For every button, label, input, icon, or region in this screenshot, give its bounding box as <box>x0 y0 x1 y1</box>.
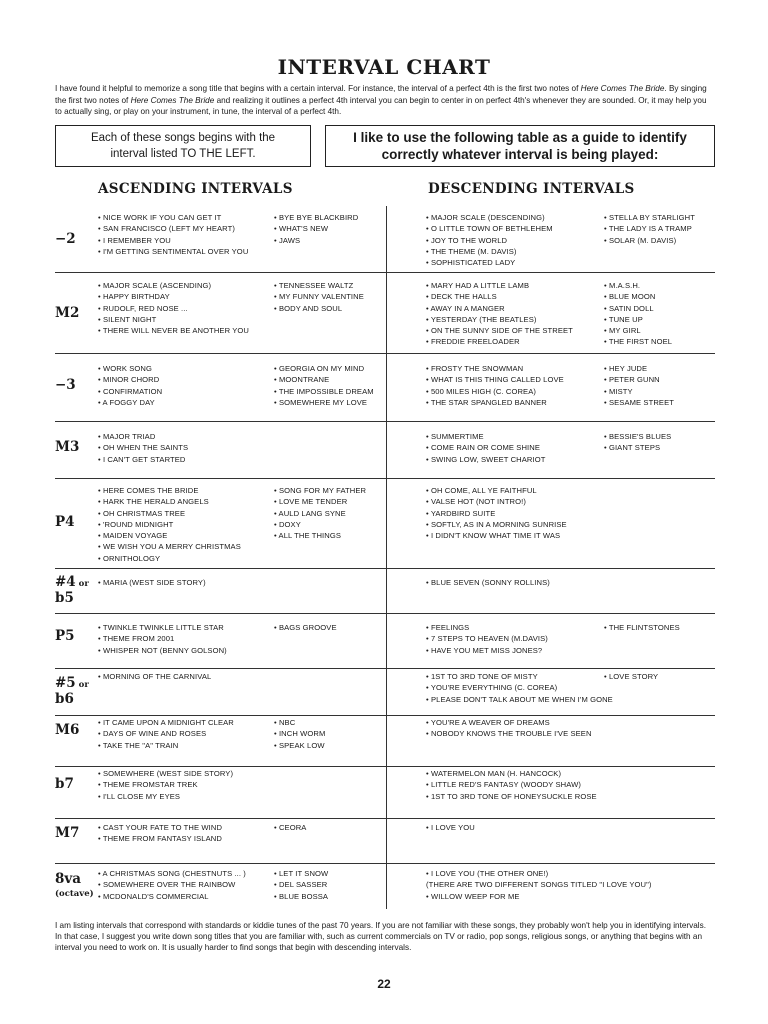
song-title: • ON THE SUNNY SIDE OF THE STREET <box>426 326 573 336</box>
song-title: • TUNE UP <box>604 314 643 324</box>
interval-row <box>55 819 715 864</box>
ascending-songs-col-2 <box>274 212 358 246</box>
song-title: • TAKE THE "A" TRAIN <box>98 740 179 750</box>
song-title: • WATERMELON MAN (H. HANCOCK) <box>426 769 562 778</box>
left-note-line-2: interval listed TO THE LEFT. <box>110 148 256 160</box>
ascending-songs-col-2 <box>274 717 325 751</box>
song-title: • HEY JUDE <box>604 364 648 373</box>
song-title: • STELLA BY STARLIGHT <box>604 213 695 222</box>
song-title: • DECK THE HALLS <box>426 292 497 302</box>
song-title: • THE FLINTSTONES <box>604 623 680 632</box>
interval-row <box>55 206 715 273</box>
song-title: • 1ST TO 3RD TONE OF MISTY <box>426 672 538 681</box>
descending-songs-col-2 <box>604 622 680 633</box>
descending-header: DESCENDING INTERVALS <box>428 181 635 197</box>
ascending-songs-col-1 <box>98 868 246 902</box>
intro-song-title-2: Here Comes The Bride <box>130 95 215 105</box>
ascending-songs-col-2 <box>274 280 364 314</box>
song-title: • DEL SASSER <box>274 880 328 890</box>
interval-row <box>55 767 715 819</box>
song-title: • SONG FOR MY FATHER <box>274 486 367 495</box>
interval-row <box>55 354 715 422</box>
interval-row <box>55 669 715 716</box>
song-title: • BAGS GROOVE <box>274 623 337 632</box>
interval-symbol: M7 <box>55 825 80 841</box>
song-title: • O LITTLE TOWN OF BETHLEHEM <box>426 224 553 234</box>
descending-songs-col-1 <box>426 577 550 588</box>
song-title: • SOLAR (M. DAVIS) <box>604 235 677 245</box>
song-title: • NOBODY KNOWS THE TROUBLE I'VE SEEN <box>426 729 592 739</box>
song-title: • THEME FROM FANTASY ISLAND <box>98 834 222 844</box>
interval-symbol-alt: b6 <box>55 691 74 707</box>
interval-symbol: M2 <box>55 305 80 321</box>
interval-label <box>55 777 97 791</box>
interval-label <box>55 440 97 454</box>
song-title: • YOU'RE A WEAVER OF DREAMS <box>426 718 550 727</box>
ascending-songs-col-2 <box>274 485 366 541</box>
ascending-songs-col-2 <box>274 363 374 408</box>
descending-songs-col-1 <box>426 212 553 268</box>
song-title: • NICE WORK IF YOU CAN GET IT <box>98 213 222 222</box>
song-title: • WILLOW WEEP FOR ME <box>426 891 520 901</box>
song-title: • LET IT SNOW <box>274 869 329 878</box>
song-title: • HARK THE HERALD ANGELS <box>98 497 209 507</box>
interval-symbol: #4 <box>55 574 76 590</box>
intro-paragraph <box>55 83 715 118</box>
interval-label <box>55 515 97 529</box>
song-title: • PLEASE DON'T TALK ABOUT ME WHEN I'M GONE <box>426 694 613 704</box>
song-title: • I'M GETTING SENTIMENTAL OVER YOU <box>98 246 249 256</box>
song-title: • DOXY <box>274 519 301 529</box>
song-title: • JOY TO THE WORLD <box>426 235 508 245</box>
song-title: • IT CAME UPON A MIDNIGHT CLEAR <box>98 718 234 727</box>
song-title: • I DIDN'T KNOW WHAT TIME IT WAS <box>426 531 561 541</box>
ascending-songs-col-1 <box>98 671 211 682</box>
song-title: • OH COME, ALL YE FAITHFUL <box>426 486 537 495</box>
interval-table <box>55 206 715 909</box>
song-title: • JAWS <box>274 235 301 245</box>
ascending-header: ASCENDING INTERVALS <box>98 181 293 197</box>
song-title: • HAVE YOU MET MISS JONES? <box>426 645 543 655</box>
ascending-songs-col-2 <box>274 622 337 633</box>
interval-label <box>55 629 97 643</box>
song-title: • THE IMPOSSIBLE DREAM <box>274 386 374 396</box>
song-title: • I CAN'T GET STARTED <box>98 454 186 464</box>
interval-symbol: b7 <box>55 776 74 792</box>
song-title: • INCH WORM <box>274 729 326 739</box>
song-title: • I LOVE YOU (THE OTHER ONE!) <box>426 869 549 878</box>
song-title: • THE STAR SPANGLED BANNER <box>426 397 547 407</box>
descending-songs-col-1 <box>426 622 548 656</box>
song-title: • MINOR CHORD <box>98 375 160 385</box>
song-title: • FREDDIE FREELOADER <box>426 337 520 347</box>
song-title: • MARIA (WEST SIDE STORY) <box>98 578 206 587</box>
song-title: • LOVE STORY <box>604 672 659 681</box>
interval-or: or <box>75 680 89 690</box>
interval-row <box>55 479 715 569</box>
song-title: • VALSE HOT (NOT INTRO!) <box>426 497 526 507</box>
interval-label <box>55 378 97 392</box>
descending-songs-col-1 <box>426 280 573 348</box>
interval-row <box>55 273 715 354</box>
descending-songs-col-1 <box>426 868 652 902</box>
song-title: • NBC <box>274 718 296 727</box>
song-title: • PETER GUNN <box>604 375 660 385</box>
descending-songs-col-1 <box>426 485 567 541</box>
interval-label <box>55 676 97 706</box>
song-title: (THERE ARE TWO DIFFERENT SONGS TITLED "I LOVE YOU") <box>426 880 652 890</box>
song-title: • RUDOLF, RED NOSE ... <box>98 303 188 313</box>
interval-label <box>55 826 97 840</box>
interval-symbol: −2 <box>55 231 76 247</box>
song-title: • HERE COMES THE BRIDE <box>98 486 199 495</box>
interval-label <box>55 306 97 320</box>
song-title: • MARY HAD A LITTLE LAMB <box>426 281 530 290</box>
song-title: • LOVE ME TENDER <box>274 497 348 507</box>
song-title: • 500 MILES HIGH (C. COREA) <box>426 386 537 396</box>
song-title: • MY GIRL <box>604 326 641 336</box>
intro-text-2: . By singing the first two notes of <box>55 84 707 105</box>
song-title: • SOMEWHERE (WEST SIDE STORY) <box>98 769 234 778</box>
ascending-songs-col-1 <box>98 280 249 336</box>
ascending-songs-col-1 <box>98 768 233 802</box>
song-title: • BLUE SEVEN (SONNY ROLLINS) <box>426 578 550 587</box>
song-title: • M.A.S.H. <box>604 281 641 290</box>
song-title: • ALL THE THINGS <box>274 531 341 541</box>
interval-symbol: −3 <box>55 377 76 393</box>
right-note-line-2: correctly whatever interval is being played: <box>381 147 659 162</box>
song-title: • 1ST TO 3RD TONE OF HONEYSUCKLE ROSE <box>426 791 597 801</box>
interval-or: or <box>75 579 89 589</box>
song-title: • MAJOR TRIAD <box>98 432 156 441</box>
song-title: • WHAT IS THIS THING CALLED LOVE <box>426 375 564 385</box>
ascending-songs-col-1 <box>98 212 248 257</box>
song-title: • MORNING OF THE CARNIVAL <box>98 672 212 681</box>
song-title: • CEORA <box>274 823 307 832</box>
descending-songs-col-1 <box>426 671 613 705</box>
ascending-songs-col-1 <box>98 431 188 465</box>
song-title: • THEME FROMSTAR TREK <box>98 780 198 790</box>
song-title: • BYE BYE BLACKBIRD <box>274 213 359 222</box>
song-title: • OH CHRISTMAS TREE <box>98 508 186 518</box>
ascending-songs-col-1 <box>98 717 234 751</box>
song-title: • I REMEMBER YOU <box>98 235 171 245</box>
song-title: • GEORGIA ON MY MIND <box>274 364 365 373</box>
song-title: • SATIN DOLL <box>604 303 654 313</box>
interval-symbol: 8va <box>55 871 81 887</box>
song-title: • SWING LOW, SWEET CHARIOT <box>426 454 546 464</box>
descending-songs-col-1 <box>426 768 597 802</box>
song-title: • ORNITHOLOGY <box>98 553 161 563</box>
song-title: • THE THEME (M. DAVIS) <box>426 246 517 256</box>
page-number: 22 <box>377 977 391 991</box>
ascending-songs-col-1 <box>98 577 206 588</box>
song-title: • DAYS OF WINE AND ROSES <box>98 729 207 739</box>
song-title: • BLUE MOON <box>604 292 656 302</box>
song-title: • WHAT'S NEW <box>274 224 329 234</box>
song-title: • SOPHISTICATED LADY <box>426 258 516 268</box>
song-title: • BODY AND SOUL <box>274 303 343 313</box>
interval-symbol-alt: b5 <box>55 590 74 606</box>
song-title: • WHISPER NOT (BENNY GOLSON) <box>98 645 227 655</box>
song-title: • HAPPY BIRTHDAY <box>98 292 170 302</box>
song-title: • YOU'RE EVERYTHING (C. COREA) <box>426 683 558 693</box>
song-title: • SPEAK LOW <box>274 740 325 750</box>
song-title: • SOMEWHERE OVER THE RAINBOW <box>98 880 236 890</box>
descending-songs-col-2 <box>604 363 674 408</box>
song-title: • FROSTY THE SNOWMAN <box>426 364 524 373</box>
ascending-songs-col-1 <box>98 822 222 845</box>
song-title: • 'ROUND MIDNIGHT <box>98 519 174 529</box>
interval-row <box>55 614 715 669</box>
song-title: • AWAY IN A MANGER <box>426 303 505 313</box>
descending-songs-col-2 <box>604 431 671 454</box>
interval-label <box>55 575 97 605</box>
song-title: • SUMMERTIME <box>426 432 484 441</box>
song-title: • COME RAIN OR COME SHINE <box>426 443 541 453</box>
interval-row <box>55 569 715 614</box>
interval-symbol: P4 <box>55 514 75 530</box>
descending-songs-col-1 <box>426 363 564 408</box>
interval-row <box>55 864 715 909</box>
song-title: • MAJOR SCALE (DESCENDING) <box>426 213 545 222</box>
closing-paragraph: I am listing intervals that correspond with standards or kiddie tunes of the past 70 years. If you are not familiar with these songs, they probably won't help you in identifying intervals. In that case, I suggest you write down song titles that you are familiar with, such as current commercials on TV or radio, pop songs, religious songs, or anything that begins with an interval you need to work on. It is usually harder to find songs that begin with descending intervals. <box>55 921 706 953</box>
song-title: • MCDONALD'S COMMERCIAL <box>98 891 209 901</box>
page-title: INTERVAL CHART <box>277 55 491 79</box>
song-title: • THE LADY IS A TRAMP <box>604 224 692 234</box>
song-title: • SILENT NIGHT <box>98 314 157 324</box>
song-title: • TENNESSEE WALTZ <box>274 281 354 290</box>
interval-sub: (octave) <box>55 889 94 899</box>
interval-symbol: M3 <box>55 439 80 455</box>
ascending-songs-col-1 <box>98 622 227 656</box>
song-title: • A CHRISTMAS SONG (CHESTNUTS ... ) <box>98 869 246 878</box>
ascending-songs-col-1 <box>98 363 162 408</box>
song-title: • YESTERDAY (THE BEATLES) <box>426 314 537 324</box>
right-note-line-1: I like to use the following table as a guide to identify <box>353 130 687 145</box>
song-title: • MISTY <box>604 386 633 396</box>
song-title: • 7 STEPS TO HEAVEN (M.DAVIS) <box>426 634 548 644</box>
song-title: • I LOVE YOU <box>426 823 475 832</box>
song-title: • OH WHEN THE SAINTS <box>98 443 189 453</box>
interval-label <box>55 232 97 246</box>
song-title: • THEME FROM 2001 <box>98 634 175 644</box>
song-title: • WORK SONG <box>98 364 152 373</box>
song-title: • THE FIRST NOEL <box>604 337 673 347</box>
interval-row <box>55 422 715 479</box>
song-title: • CONFIRMATION <box>98 386 163 396</box>
song-title: • AULD LANG SYNE <box>274 508 346 518</box>
descending-songs-col-2 <box>604 671 658 682</box>
ascending-songs-col-1 <box>98 485 241 564</box>
descending-songs-col-2 <box>604 280 672 348</box>
song-title: • I'LL CLOSE MY EYES <box>98 791 181 801</box>
song-title: • BESSIE'S BLUES <box>604 432 672 441</box>
descending-songs-col-1 <box>426 431 545 465</box>
intro-song-title-1: Here Comes The Bride <box>580 84 665 93</box>
song-title: • MY FUNNY VALENTINE <box>274 292 364 302</box>
descending-songs-col-2 <box>604 212 695 246</box>
song-title: • SAN FRANCISCO (LEFT MY HEART) <box>98 224 235 234</box>
interval-symbol: #5 <box>55 675 76 691</box>
interval-label <box>55 723 97 737</box>
descending-songs-col-1 <box>426 822 475 833</box>
left-note-line-1: Each of these songs begins with the <box>90 132 276 144</box>
song-title: • BLUE BOSSA <box>274 891 329 901</box>
ascending-songs-col-2 <box>274 822 306 833</box>
song-title: • MAJOR SCALE (ASCENDING) <box>98 281 212 290</box>
interval-symbol: M6 <box>55 722 80 738</box>
interval-label <box>55 872 97 901</box>
intro-text-1: I have found it helpful to memorize a song title that begins with a certain interval. For instance, the interval of a perfect 4th is the first two notes of <box>55 84 579 93</box>
song-title: • SOMEWHERE MY LOVE <box>274 397 368 407</box>
song-title: • MOONTRANE <box>274 375 330 385</box>
song-title: • WE WISH YOU A MERRY CHRISTMAS <box>98 542 241 552</box>
song-title: • FEELINGS <box>426 623 470 632</box>
song-title: • SOFTLY, AS IN A MORNING SUNRISE <box>426 519 567 529</box>
right-note-box <box>325 125 715 167</box>
song-title: • GIANT STEPS <box>604 443 661 453</box>
left-note-box <box>55 125 311 167</box>
song-title: • YARDBIRD SUITE <box>426 508 496 518</box>
song-title: • CAST YOUR FATE TO THE WIND <box>98 823 223 832</box>
song-title: • THERE WILL NEVER BE ANOTHER YOU <box>98 326 249 336</box>
song-title: • A FOGGY DAY <box>98 397 155 407</box>
ascending-songs-col-2 <box>274 868 328 902</box>
intro-text-3: and realizing it outlines a perfect 4th interval you can begin to center in on perfect 4th's whenever they are sounded. Or, it may help you to actually sing, or play on your instrument, in tune, the interval of a perfect 4th. <box>55 95 707 117</box>
song-title: • SESAME STREET <box>604 397 674 407</box>
interval-symbol: P5 <box>55 628 75 644</box>
song-title: • TWINKLE TWINKLE LITTLE STAR <box>98 623 224 632</box>
song-title: • LITTLE RED'S FANTASY (WOODY SHAW) <box>426 780 582 790</box>
descending-songs-col-1 <box>426 717 592 740</box>
interval-row <box>55 716 715 767</box>
song-title: • MAIDEN VOYAGE <box>98 531 168 541</box>
